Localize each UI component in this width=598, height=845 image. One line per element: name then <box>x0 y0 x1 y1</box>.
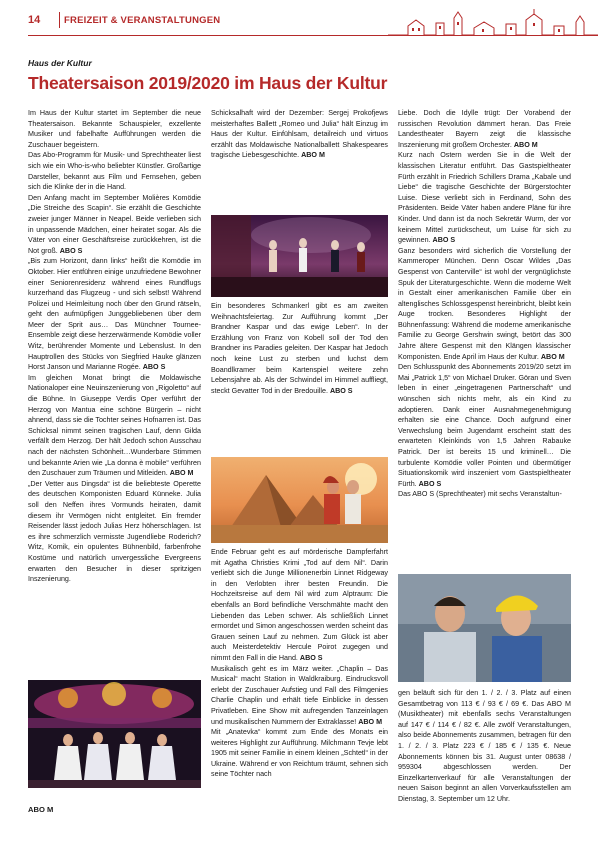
article-column-2-top <box>211 108 388 161</box>
paragraph: Im Haus der Kultur startet im September die neue Theatersaison. Bekannte Schauspieler, exzellente Musiker und fabelhafte Aufführungen werden die Zuschauer begeistern. <box>28 109 201 149</box>
paragraph: Den Anfang macht im September Molières Komödie „Die Streiche des Scapin“. Sie erzählt die Geschichte zweier junger Männer in Neapel. Beide verlieben sich in unpassende Mädchen, einer heiratet sogar. Als die Väter von einer Geschäftsreise zurückkehren, ist die Not groß. ABO S <box>28 193 201 255</box>
article-column-3-top <box>398 108 571 500</box>
paragraph: Im gleichen Monat bringt die Moldawische Nationaloper eine Neuinszenierung von „Rigoletto“ auf die Bühne. In Giuseppe Verdis Oper verführt der Herzog von Mantua eine schöne Bürgerin – nicht ahnend, dass sie die Tochter seines Hofnarren ist. Das Schicksal nimmt seinen tragischen Lauf, denn Gilda verfällt dem Herzog. Der hält Jedoch schon Ausschau nach der nächsten Schönheit…Wunderbare Stimmen und bekannte Arien wie „La donna è mobile“ verführen den Zuschauer zum Träumen und Mitleiden. ABO M <box>28 373 201 478</box>
page-number: 14 <box>28 14 41 26</box>
paragraph: Mit „Anatevka“ kommt zum Ende des Monats ein weiteres Highlight zur Aufführung. Milchmann Tevje lebt 1905 mit seiner Familie in einem kleinen „Schtetl“ in der Ukraine. Während er von Reichtum träumt, sehnen sich seine Töchter nach <box>211 728 388 779</box>
abo-tag: ABO S <box>142 363 166 372</box>
pyramid-photo <box>211 457 388 543</box>
abo-tag: ABO M <box>540 352 565 361</box>
abo-tag: ABO M <box>358 717 383 726</box>
abo-tag: ABO M <box>301 151 325 160</box>
abo-tag: ABO S <box>59 246 83 255</box>
photo-caption: ABO M <box>28 805 54 814</box>
paragraph: „Der Vetter aus Dingsda“ ist die beliebteste Operette des deutschen Komponisten Eduard Künneke. Julia soll den Neffen ihres Vormunds heiraten, damit diesem ihr Vermögen nicht entgleitet. Ein fremder Reisender lässt jedoch Julias Herz höherschlagen. Ist es ihre schmerzlich vermisste Jugendliebe Roderich? Witz, Komik, ein opulentes Bühnenbild, farbenfrohe Kostüme und natürlich unvergessliche Evergreens erwarten den Besucher in dieser spritzigen Inszenierung. <box>28 479 201 584</box>
paragraph: gen beläuft sich für den 1. / 2. / 3. Platz auf einen Gesamtbetrag von 113 € / 93 € / 69 €. Das ABO M (Musiktheater) mit ebenfalls sechs Veranstaltungen auf 147 € / 114 € / 82 €. Alle zwölf Veranstaltungen, also beide Abonnements zusammen, betragen für den 1. / 2. / 3. Platz 223 € / 185 € / 135 €. Neue Abonnements können bis 31. August unter 08638 / 959304 abgeschlossen werden. Der Einzelkartenverkauf für alle Veranstaltungen der neuen Saison beginnt an allen Vorverkaufsstellen am Dienstag, 3. September um 12 Uhr. <box>398 689 571 803</box>
abo-tag: ABO S <box>432 236 456 245</box>
abo-tag: ABO S <box>418 479 442 488</box>
paragraph: Liebe. Doch die Idylle trügt: Der Vorabend der russischen Revolution dämmert heran. Das Freie Landestheater Bayern zeigt die klassische Inszenierung mit großem Orchester. ABO M <box>398 109 571 149</box>
ballet-photo <box>211 215 388 297</box>
comedy-photo <box>398 574 571 682</box>
paragraph: Ende Februar geht es auf mörderische Dampferfahrt mit Agatha Christies Krimi „Tod auf dem Nil“. Darin verliebt sich die Junge Millionenerbin Linnet Ridgeway in den Verlobten ihrer besten Freundin. Die Hochzeitsreise auf dem Nil wird zum Alptraum: Die ebenfalls an Bord befindliche Verschmähte macht den Liebenden das Leben schwer. Als schließlich Linnet ermordet und Simon angeschossen werden scheint das Grauen seinen Lauf zu nehmen. Zum Glück ist aber auch Meisterdetektiv Hercule Poirot zugegen und nimmt den Fall in die Hand. ABO S <box>211 548 388 662</box>
article-title: Theatersaison 2019/2020 im Haus der Kultur <box>28 73 388 93</box>
article-column-1 <box>28 108 201 585</box>
header-divider <box>59 12 60 28</box>
paragraph: „Bis zum Horizont, dann links“ heißt die Komödie im Oktober. Hier entführen einige unzufriedene Bewohner einer Seniorenresidenz während eines Rundflugs kurzerhand das Flugzeug - und sich selbst! Während Polizei und Heimleitung noch über den Grund rätseln, geht den aufmüpfigen Junggebliebenen über dem Meer der Sprit aus… Das Münchner Tournee-Ensemble zeigt diese herzerwärmende Komödie voller Witz, berührender Momente und Lebenslust. In den Hauptrollen des Stücks von Siegfried Hauke glänzen Horst Janson und Marianne Rogée. ABO S <box>28 257 201 372</box>
header-rule <box>28 35 598 36</box>
section-title: FREIZEIT & VERANSTALTUNGEN <box>64 15 221 26</box>
paragraph: Den Schlusspunkt des Abonnements 2019/20 setzt im Mai „Patrick 1,5“ von Michael Druker. Göran und Sven leben in einer „eingetragenen Partnerschaft“ und wünschen sich nichts mehr, als ein Kind zu adoptieren. Dank einer Ausnahmegenehmigung erhalten sie eine Chance. Doch aufgrund einer Verwechslung beim Jugendamt erscheint statt des erwarteten Kleinkinds von 1,5 Jahren Rabauke Patrick. Der ist bereits 15 und kriminell… Die turbulente Komödie voller Pointen und übermütiger Situationskomik wird inszeniert vom Gastspieltheater Fürth. ABO S <box>398 363 571 488</box>
paragraph: Ganz besonders wird sicherlich die Vorstellung der Kammeroper München. Denn Oscar Wildes „Das Gespenst von Canterville“ ist wohl der vergnüglichste Spuk der Literaturgeschichte. Wenn die moderne Welt in Gestalt einer amerikanischen Familie über ein altenglisches Schlossgespenst hereinbricht, bleibt kein Auge trocken. Besonderes Highlight der Bühnenfassung: Während die moderne amerikanische Familie zu George Gershwin swingt, betört das 300 Jahre ältere Gespenst mit den Klängen klassischer Komponisten. Ende April im Haus der Kultur. ABO M <box>398 246 571 361</box>
article-column-3-bottom <box>398 688 571 805</box>
paragraph: Das ABO S (Sprechtheater) mit sechs Veranstaltun- <box>398 490 562 499</box>
paragraph: Musikalisch geht es im März weiter. „Chaplin – Das Musical“ macht Station in Waldkraiburg. Eindrucksvoll erlebt der Zuschauer Aufstieg und Fall des Filmgenies Charlie Chaplin und erhält tiefe Einblicke in dessen Privatleben. Eine Show mit aufregenden Tanzeinlagen und musikalischen Nummern der Extraklasse! ABO M <box>211 664 388 726</box>
town-skyline-icon <box>388 8 598 38</box>
abo-tag: ABO S <box>329 386 353 395</box>
operetta-photo <box>28 680 201 788</box>
abo-tag: ABO S <box>299 653 323 662</box>
paragraph: Schicksalhaft wird der Dezember: Sergej Prokofjews meisterhaftes Ballett „Romeo und Julia“ hält Einzug im Haus der Kultur. Einfühlsam, detailreich und virtuos erzählt das Moldawische Nationalballett Shakespeares tragische Liebesgeschichte. ABO M <box>211 109 388 160</box>
abo-tag: ABO M <box>169 469 194 478</box>
abo-tag: ABO M <box>513 140 538 149</box>
paragraph: Das Abo-Programm für Musik- und Sprechtheater liest sich wie ein Who-is-who beliebter Künstler. Großartige Darsteller, bekannt aus Film und Fernsehen, geben sich die Klinke der in die Hand. <box>28 151 201 192</box>
article-column-2-middle <box>211 301 388 396</box>
paragraph: Ein besonderes Schmankerl gibt es am zweiten Weihnachtsfeiertag. Zur Aufführung kommt „Der Brandner Kaspar und das ewige Leben“. In der Erzählung von Franz von Kobell soll der Tod den Brandner ins Paradies geleiten. Der Kaspar hat Jedoch noch keine Lust zu sterben und luchst dem Boandlkramer beim Kartenspiel weitere zehn Lebensjahre ab. Als der Schwindel im Himmel auffliegt, steckt Gevatter Tod in der Bredouille. ABO S <box>211 302 388 395</box>
paragraph: Kurz nach Ostern werden Sie in die Welt der klassischen Literatur entführt. Das Gastspieltheater Fürth erzählt in Friedrich Schillers Drama „Kabale und Liebe“ die tragische Geschichte der Bürgerstochter Luise. Diese verliebt sich in Ferdinand, Sohn des Präsidenten. Beide Väter haben andere Pläne für ihre Kinder. Und dann ist da noch Sekretär Wurm, der vor keinem Mittel zurückscheut, um Luise für sich zu gewinnen. ABO S <box>398 151 571 245</box>
article-kicker: Haus der Kultur <box>28 58 92 68</box>
page-header <box>0 0 598 44</box>
article-column-2-bottom <box>211 547 388 780</box>
